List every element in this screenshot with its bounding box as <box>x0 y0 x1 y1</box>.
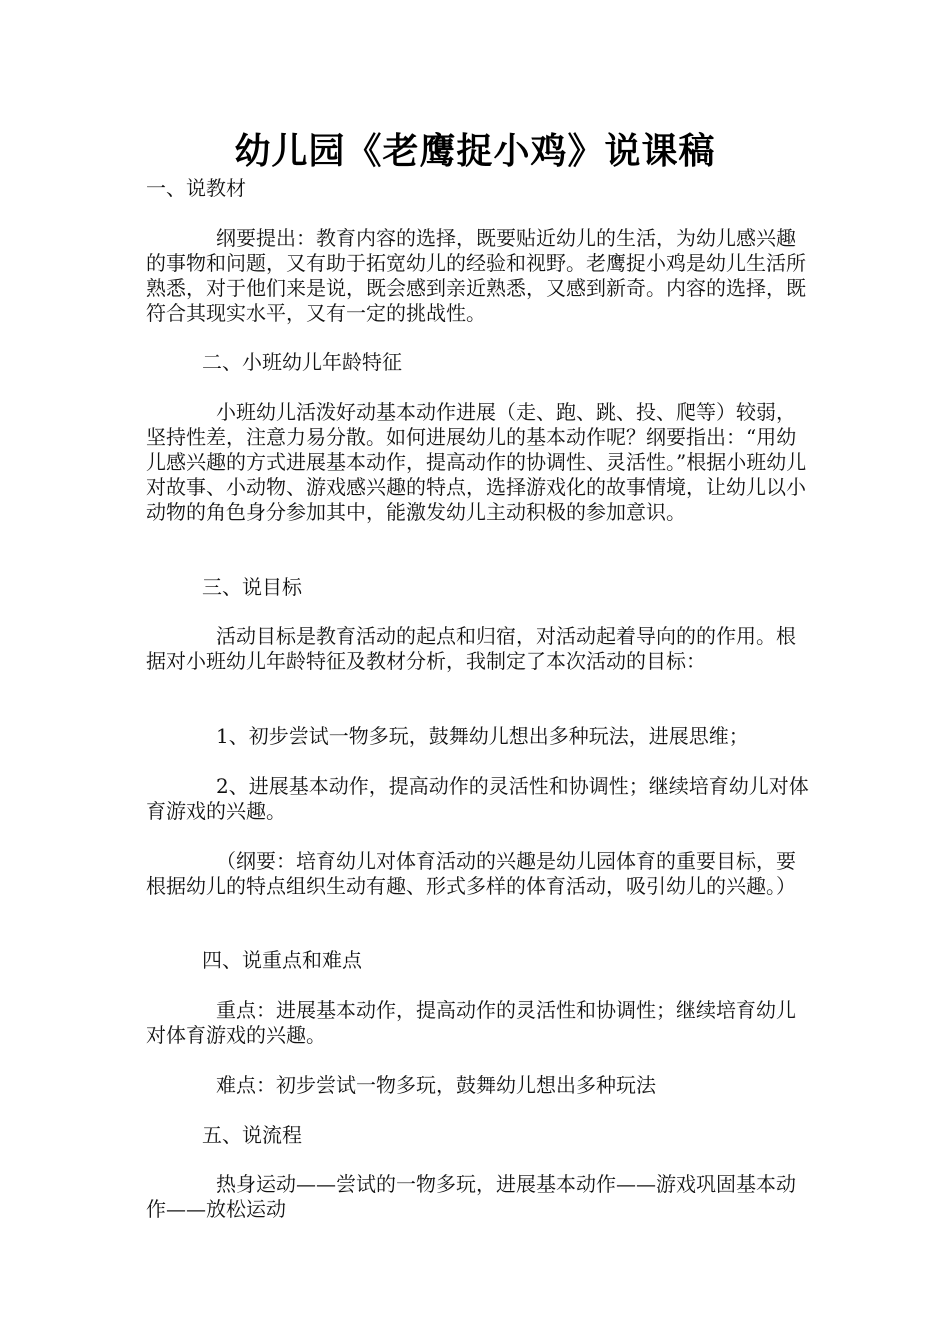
process-paragraph: 热身运动——尝试的一物多玩，进展基本动作——游戏巩固基本动作——放松运动 <box>146 1172 796 1221</box>
document-title: 幼儿园《老鹰捉小鸡》说课稿 <box>234 130 716 172</box>
paragraph-2: 小班幼儿活泼好动基本动作进展（走、跑、跳、投、爬等）较弱，坚持性差，注意力易分散。如何进展幼儿的基本动作呢？纲要指出：“用幼儿感兴趣的方式进展基本动作，提高动作的协调性、灵活性。”根据小班幼儿对故事、小动物、游戏感兴趣的特点，选择游戏化的故事情境，让幼儿以小动物的角色身分参加其中，能激发幼儿主动积极的参加意识。 <box>146 400 807 524</box>
key-point: 重点：进展基本动作，提高动作的灵活性和协调性；继续培育幼儿对体育游戏的兴趣。 <box>146 998 796 1047</box>
guideline-note: （纲要：培育幼儿对体育活动的兴趣是幼儿园体育的重要目标，要根据幼儿的特点组织生动有趣、形式多样的体育活动，吸引幼儿的兴趣。） <box>146 849 796 898</box>
goal-item-1: 1、初步尝试一物多玩，鼓舞幼儿想出多种玩法，进展思维； <box>216 724 749 748</box>
section-heading-2: 二、小班幼儿年龄特征 <box>202 350 402 374</box>
section-heading-5: 五、说流程 <box>202 1123 302 1147</box>
section-heading-4: 四、说重点和难点 <box>202 948 362 972</box>
section-heading-1: 一、说教材 <box>146 176 246 200</box>
paragraph-1: 纲要提出：教育内容的选择，既要贴近幼儿的生活，为幼儿感兴趣的事物和问题，又有助于拓宽幼儿的经验和视野。老鹰捉小鸡是幼儿生活所熟悉，对于他们来是说，既会感到亲近熟悉，又感到新奇。内容的选择，既符合其现实水平，又有一定的挑战性。 <box>146 226 806 325</box>
section-heading-3: 三、说目标 <box>202 575 302 599</box>
goal-item-2: 2、进展基本动作，提高动作的灵活性和协调性；继续培育幼儿对体育游戏的兴趣。 <box>146 774 809 823</box>
paragraph-3: 活动目标是教育活动的起点和归宿，对活动起着导向的的作用。根据对小班幼儿年龄特征及教材分析，我制定了本次活动的目标： <box>146 624 796 673</box>
difficult-point: 难点：初步尝试一物多玩，鼓舞幼儿想出多种玩法 <box>216 1073 656 1097</box>
